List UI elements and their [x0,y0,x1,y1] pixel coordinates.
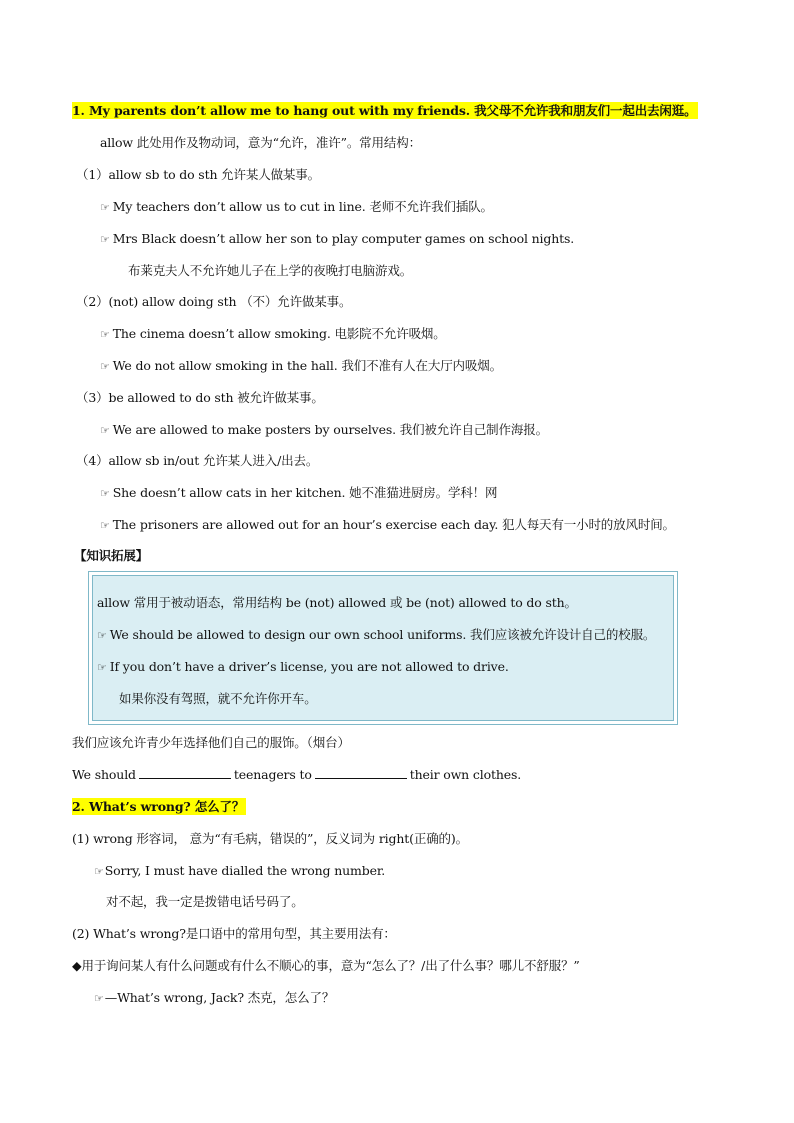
pointing-hand-icon: ☞ [97,629,107,642]
pointing-hand-icon: ☞ [100,519,110,532]
pointing-hand-icon: ☞ [100,201,110,214]
section2-bullet: ◆用于询问某人有什么问题或有什么不顺心的事，意为“怎么了？/出了什么事？哪儿不舒服？” [72,958,580,973]
pointing-hand-icon: ☞ [100,233,110,246]
example-line: ☞ The cinema doesn’t allow smoking. 电影院不允许吸烟。 [100,326,446,341]
extension-example: ☞ We should be allowed to design our own school uniforms. 我们应该被允许设计自己的校服。 [97,627,656,642]
section2-heading: 2. What’s wrong? 怎么了？ [72,799,245,814]
example-line: ☞ My teachers don’t allow us to cut in line. 老师不允许我们插队。 [100,199,493,214]
structure-1-label: （1）allow sb to do sth 允许某人做某事。 [76,167,320,182]
example-translation: 对不起，我一定是拨错电话号码了。 [106,894,304,909]
example-line: ☞ We are allowed to make posters by ourselves. 我们被允许自己制作海报。 [100,422,548,437]
structure-2-label: （2）(not) allow doing sth （不）允许做某事。 [76,294,352,309]
example-line: ☞ Mrs Black doesn’t allow her son to play computer games on school nights. [100,231,575,246]
structure-3-label: （3）be allowed to do sth 被允许做某事。 [76,390,324,405]
example-line: ☞—What’s wrong, Jack? 杰克，怎么了？ [94,990,335,1005]
extension-title: 【知识拓展】 [74,548,149,563]
pointing-hand-icon: ☞ [100,487,110,500]
section1-intro: allow 此处用作及物动词，意为“允许，准许”。常用结构： [100,135,421,150]
answer-blank-2[interactable] [315,766,407,779]
example-translation: 布莱克夫人不允许她儿子在上学的夜晚打电脑游戏。 [128,263,413,278]
example-line: ☞ She doesn’t allow cats in her kitchen. 她不准猫进厨房。学科！网 [100,485,498,500]
answer-blank-1[interactable] [139,766,231,779]
pointing-hand-icon: ☞ [97,661,107,674]
example-line: ☞Sorry, I must have dialled the wrong number. [94,863,386,878]
extension-box [88,571,678,725]
pointing-hand-icon: ☞ [94,992,104,1005]
extension-box-inner [92,575,674,721]
section2-point-1: (1) wrong 形容词， 意为“有毛病，错误的”，反义词为 right(正确的)。 [72,831,468,846]
section2-point-2: (2) What’s wrong?是口语中的常用句型，其主要用法有： [72,926,396,941]
pointing-hand-icon: ☞ [94,865,104,878]
example-line: ☞ The prisoners are allowed out for an hour’s exercise each day. 犯人每天有一小时的放风时间。 [100,517,675,532]
structure-4-label: （4）allow sb in/out 允许某人进入/出去。 [76,453,319,468]
section1-heading: 1. My parents don’t allow me to hang out with my friends. 我父母不允许我和朋友们一起出去闲逛。 [72,103,697,118]
pointing-hand-icon: ☞ [100,360,110,373]
pointing-hand-icon: ☞ [100,328,110,341]
extension-example: ☞ If you don’t have a driver’s license, you are not allowed to drive. [97,659,509,674]
extension-line: allow 常用于被动语态，常用结构 be (not) allowed 或 be (not) allowed to do sth。 [97,595,577,610]
exercise-sentence: We should teenagers to their own clothes. [72,767,522,782]
pointing-hand-icon: ☞ [100,424,110,437]
exercise-prompt: 我们应该允许青少年选择他们自己的服饰。（烟台） [72,735,350,750]
example-line: ☞ We do not allow smoking in the hall. 我们不准有人在大厅内吸烟。 [100,358,502,373]
extension-translation: 如果你没有驾照，就不允许你开车。 [119,691,317,706]
